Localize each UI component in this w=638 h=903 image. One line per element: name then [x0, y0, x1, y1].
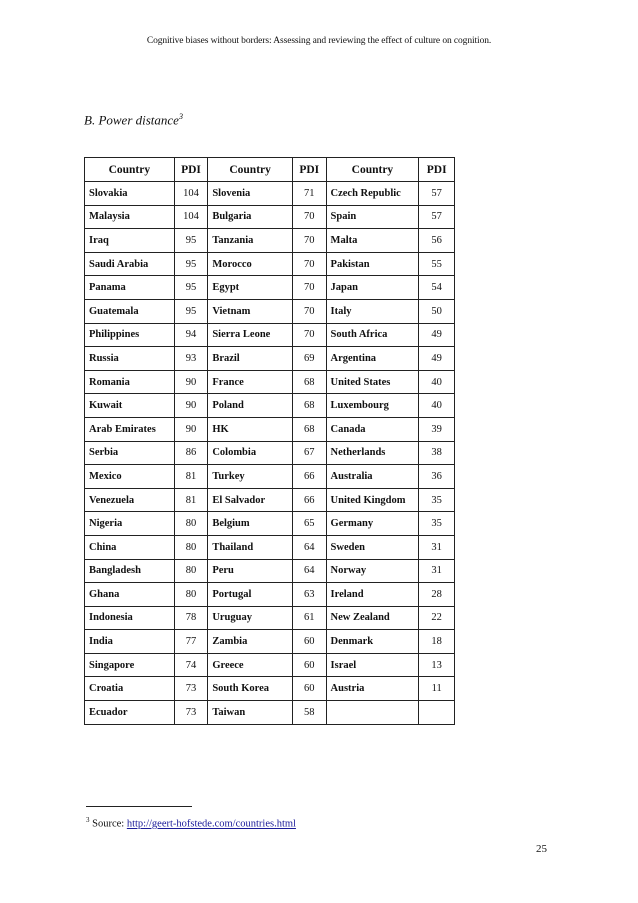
pdi-cell: 38: [419, 441, 455, 465]
pdi-cell: 93: [174, 347, 208, 371]
pdi-cell: 70: [292, 276, 326, 300]
table-row: [85, 488, 455, 512]
table-row: [85, 205, 455, 229]
country-cell: Tanzania: [208, 229, 293, 253]
country-cell: United Kingdom: [326, 488, 419, 512]
table-row: [85, 394, 455, 418]
country-cell: Greece: [208, 653, 293, 677]
footnote-reference[interactable]: 3: [178, 112, 183, 121]
table-header-row: [85, 158, 455, 182]
country-cell: Ecuador: [85, 701, 175, 725]
pdi-cell: 65: [292, 512, 326, 536]
column-header-pdi: PDI: [419, 158, 455, 182]
country-cell: Taiwan: [208, 701, 293, 725]
pdi-cell: 70: [292, 323, 326, 347]
column-header-country: Country: [326, 158, 419, 182]
country-cell: Croatia: [85, 677, 175, 701]
table-row: [85, 653, 455, 677]
country-cell: Slovakia: [85, 182, 175, 206]
country-cell: Sweden: [326, 535, 419, 559]
country-cell: Sierra Leone: [208, 323, 293, 347]
table-row: [85, 559, 455, 583]
country-cell: El Salvador: [208, 488, 293, 512]
pdi-cell: 104: [174, 205, 208, 229]
table-row: [85, 182, 455, 206]
pdi-cell: 90: [174, 370, 208, 394]
pdi-cell: 56: [419, 229, 455, 253]
footnote-divider: [86, 806, 192, 807]
pdi-cell: 80: [174, 512, 208, 536]
pdi-cell: 49: [419, 323, 455, 347]
pdi-cell: 77: [174, 630, 208, 654]
country-cell: Israel: [326, 653, 419, 677]
country-cell: Malta: [326, 229, 419, 253]
country-cell: Japan: [326, 276, 419, 300]
country-cell: Guatemala: [85, 299, 175, 323]
section-title-text: B. Power distance: [84, 112, 179, 128]
pdi-cell: 81: [174, 488, 208, 512]
country-cell: Turkey: [208, 465, 293, 489]
table-row: [85, 441, 455, 465]
pdi-cell: 80: [174, 559, 208, 583]
pdi-cell: 68: [292, 417, 326, 441]
pdi-cell: 28: [419, 583, 455, 607]
country-cell: China: [85, 535, 175, 559]
pdi-cell: 70: [292, 205, 326, 229]
source-link[interactable]: http://geert-hofstede.com/countries.html: [126, 818, 296, 830]
pdi-cell: 35: [419, 512, 455, 536]
pdi-cell: 31: [419, 559, 455, 583]
country-cell: Philippines: [85, 323, 175, 347]
table-row: [85, 229, 455, 253]
pdi-cell: 73: [174, 677, 208, 701]
pdi-cell: 78: [174, 606, 208, 630]
pdi-cell: 35: [419, 488, 455, 512]
country-cell: Panama: [85, 276, 175, 300]
footnote-label: Source:: [92, 818, 125, 830]
country-cell: Romania: [85, 370, 175, 394]
table-row: [85, 677, 455, 701]
country-cell: Portugal: [208, 583, 293, 607]
country-cell: Mexico: [85, 465, 175, 489]
pdi-cell: 57: [419, 205, 455, 229]
pdi-cell: 81: [174, 465, 208, 489]
pdi-cell: 86: [174, 441, 208, 465]
country-cell: Ireland: [326, 583, 419, 607]
pdi-cell: 55: [419, 252, 455, 276]
country-cell: Egypt: [208, 276, 293, 300]
pdi-cell: 70: [292, 252, 326, 276]
country-cell: Ghana: [85, 583, 175, 607]
country-cell: [326, 701, 419, 725]
pdi-cell: 73: [174, 701, 208, 725]
country-cell: Luxembourg: [326, 394, 419, 418]
country-cell: New Zealand: [326, 606, 419, 630]
country-cell: Serbia: [85, 441, 175, 465]
country-cell: Spain: [326, 205, 419, 229]
country-cell: Germany: [326, 512, 419, 536]
country-cell: Bangladesh: [85, 559, 175, 583]
pdi-cell: 68: [292, 394, 326, 418]
pdi-cell: 11: [419, 677, 455, 701]
pdi-cell: 74: [174, 653, 208, 677]
country-cell: Arab Emirates: [85, 417, 175, 441]
pdi-cell: 22: [419, 606, 455, 630]
country-cell: Zambia: [208, 630, 293, 654]
pdi-cell: 60: [292, 677, 326, 701]
pdi-cell: 66: [292, 488, 326, 512]
country-cell: Canada: [326, 417, 419, 441]
country-cell: Vietnam: [208, 299, 293, 323]
pdi-cell: 95: [174, 229, 208, 253]
country-cell: HK: [208, 417, 293, 441]
pdi-cell: 36: [419, 465, 455, 489]
pdi-cell: 13: [419, 653, 455, 677]
pdi-cell: [419, 701, 455, 725]
pdi-cell: 18: [419, 630, 455, 654]
country-cell: South Africa: [326, 323, 419, 347]
country-cell: France: [208, 370, 293, 394]
country-cell: Malaysia: [85, 205, 175, 229]
table-row: [85, 583, 455, 607]
pdi-cell: 95: [174, 252, 208, 276]
country-cell: Peru: [208, 559, 293, 583]
country-cell: Iraq: [85, 229, 175, 253]
country-cell: India: [85, 630, 175, 654]
table-row: [85, 370, 455, 394]
table-row: [85, 347, 455, 371]
country-cell: Australia: [326, 465, 419, 489]
country-cell: Saudi Arabia: [85, 252, 175, 276]
country-cell: Pakistan: [326, 252, 419, 276]
pdi-cell: 104: [174, 182, 208, 206]
country-cell: Indonesia: [85, 606, 175, 630]
pdi-cell: 90: [174, 394, 208, 418]
pdi-cell: 90: [174, 417, 208, 441]
country-cell: Norway: [326, 559, 419, 583]
country-cell: Bulgaria: [208, 205, 293, 229]
table-row: [85, 512, 455, 536]
table-row: [85, 299, 455, 323]
country-cell: United States: [326, 370, 419, 394]
country-cell: Brazil: [208, 347, 293, 371]
pdi-cell: 60: [292, 630, 326, 654]
pdi-cell: 80: [174, 535, 208, 559]
table-row: [85, 535, 455, 559]
pdi-cell: 70: [292, 299, 326, 323]
country-cell: Argentina: [326, 347, 419, 371]
country-cell: Thailand: [208, 535, 293, 559]
pdi-cell: 57: [419, 182, 455, 206]
pdi-cell: 40: [419, 394, 455, 418]
country-cell: Austria: [326, 677, 419, 701]
country-cell: Venezuela: [85, 488, 175, 512]
pdi-cell: 64: [292, 535, 326, 559]
pdi-cell: 58: [292, 701, 326, 725]
table-row: [85, 323, 455, 347]
table-row: [85, 276, 455, 300]
country-cell: Morocco: [208, 252, 293, 276]
table-row: [85, 417, 455, 441]
pdi-cell: 49: [419, 347, 455, 371]
country-cell: Singapore: [85, 653, 175, 677]
country-cell: Kuwait: [85, 394, 175, 418]
pdi-cell: 95: [174, 299, 208, 323]
pdi-cell: 70: [292, 229, 326, 253]
footnote: [86, 816, 296, 830]
pdi-cell: 40: [419, 370, 455, 394]
column-header-country: Country: [85, 158, 175, 182]
pdi-cell: 80: [174, 583, 208, 607]
table-row: [85, 630, 455, 654]
running-header: Cognitive biases without borders: Assessing and reviewing the effect of culture on cognition.: [146, 36, 492, 46]
footnote-marker: 3: [86, 816, 90, 824]
power-distance-table: [84, 157, 455, 725]
pdi-cell: 95: [174, 276, 208, 300]
country-cell: Uruguay: [208, 606, 293, 630]
country-cell: South Korea: [208, 677, 293, 701]
country-cell: Nigeria: [85, 512, 175, 536]
pdi-cell: 71: [292, 182, 326, 206]
table-body: [85, 182, 455, 725]
pdi-cell: 67: [292, 441, 326, 465]
country-cell: Colombia: [208, 441, 293, 465]
pdi-cell: 66: [292, 465, 326, 489]
table-row: [85, 606, 455, 630]
country-cell: Slovenia: [208, 182, 293, 206]
pdi-cell: 69: [292, 347, 326, 371]
table-row: [85, 701, 455, 725]
pdi-cell: 64: [292, 559, 326, 583]
pdi-cell: 31: [419, 535, 455, 559]
country-cell: Belgium: [208, 512, 293, 536]
column-header-country: Country: [208, 158, 293, 182]
pdi-cell: 61: [292, 606, 326, 630]
country-cell: Poland: [208, 394, 293, 418]
pdi-cell: 60: [292, 653, 326, 677]
section-title: [84, 112, 183, 128]
page-number: 25: [536, 843, 547, 855]
pdi-cell: 63: [292, 583, 326, 607]
pdi-cell: 94: [174, 323, 208, 347]
column-header-pdi: PDI: [174, 158, 208, 182]
country-cell: Netherlands: [326, 441, 419, 465]
country-cell: Denmark: [326, 630, 419, 654]
pdi-cell: 50: [419, 299, 455, 323]
pdi-cell: 54: [419, 276, 455, 300]
pdi-cell: 39: [419, 417, 455, 441]
table-row: [85, 465, 455, 489]
pdi-cell: 68: [292, 370, 326, 394]
country-cell: Russia: [85, 347, 175, 371]
column-header-pdi: PDI: [292, 158, 326, 182]
table-row: [85, 252, 455, 276]
country-cell: Czech Republic: [326, 182, 419, 206]
country-cell: Italy: [326, 299, 419, 323]
